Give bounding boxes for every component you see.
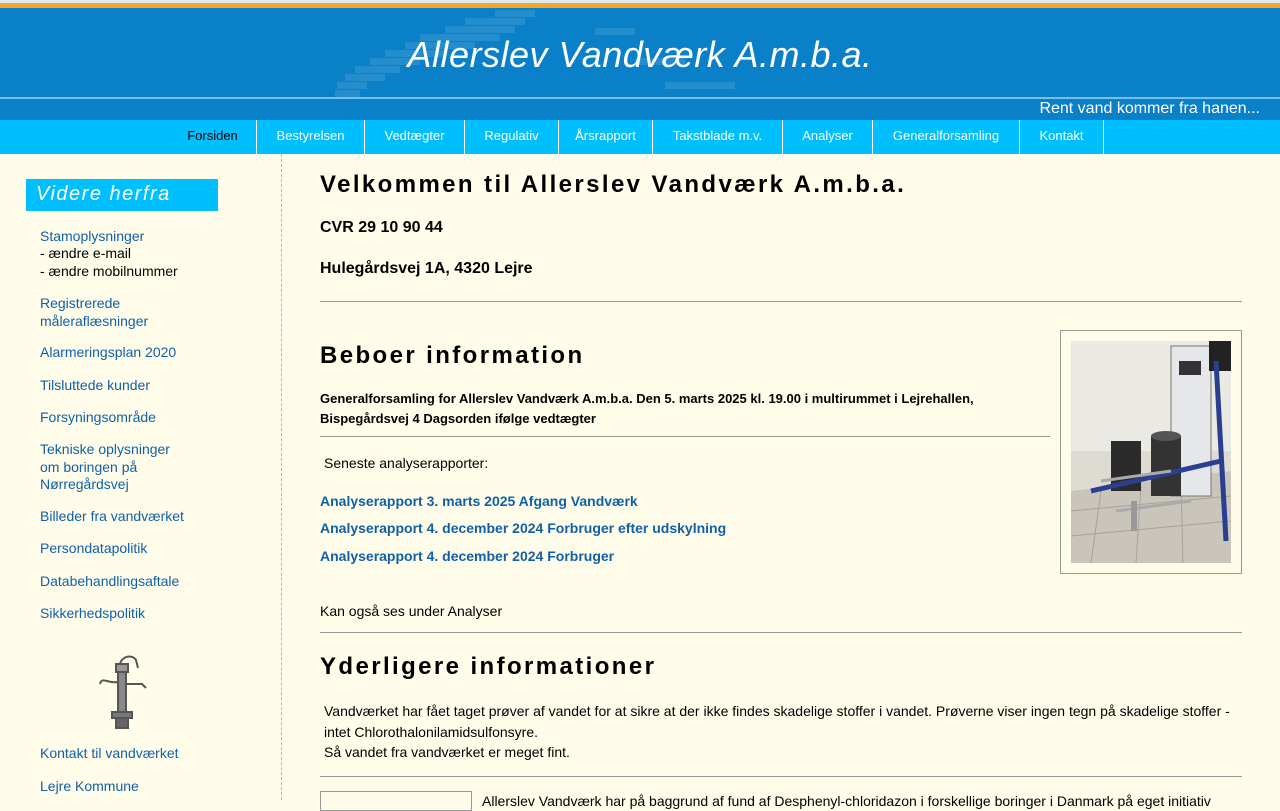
more-info-line-1: Vandværket har fået taget prøver af vandet for at sikre at der ikke findes skadelige stoffer i vandet. Prøverne viser ingen tegn på skadelige stoffer - intet Chlorothalonilamidsulfonsyre. (324, 703, 1230, 740)
sidebar-link-billeder[interactable]: Billeder fra vandværket (40, 508, 184, 524)
main-content (320, 154, 1242, 809)
sidebar-note-mobile: - ændre mobilnummer (40, 263, 178, 279)
nav-item-generalforsamling[interactable]: Generalforsamling (873, 120, 1020, 154)
report-link-dec-2024[interactable]: Analyserapport 4. december 2024 Forbruger (320, 548, 615, 564)
more-info-text (324, 701, 1234, 763)
nav-item-kontakt[interactable]: Kontakt (1020, 120, 1104, 154)
report-link-dec-2024-flush[interactable]: Analyserapport 4. december 2024 Forbruger efter udskylning (320, 520, 727, 536)
sidebar-link-stamoplysninger[interactable]: Stamoplysninger (40, 228, 145, 244)
sidebar-title: Videre herfra (26, 179, 218, 211)
latest-reports-label: Seneste analyserapporter: (324, 455, 489, 471)
sidebar-link-alarmeringsplan[interactable]: Alarmeringsplan 2020 (40, 344, 177, 360)
waterworks-photo (1071, 341, 1231, 563)
divider (320, 301, 1242, 302)
sidebar-link-tilsluttede-kunder[interactable]: Tilsluttede kunder (40, 377, 150, 393)
sidebar-link-lejre-kommune[interactable]: Lejre Kommune (40, 778, 139, 794)
nav-item-bestyrelsen[interactable]: Bestyrelsen (257, 120, 365, 154)
report-link-march-2025[interactable]: Analyserapport 3. marts 2025 Afgang Vandværk (320, 493, 638, 509)
sidebar-link-maaleraflaesninger[interactable]: Registrerede måleraflæsninger (40, 295, 149, 329)
sidebar-link-forsyningsomraade[interactable]: Forsyningsområde (40, 409, 156, 425)
nav-item-analyser[interactable]: Analyser (783, 120, 873, 154)
tagline: Rent vand kommer fra hanen... (1039, 100, 1260, 117)
sidebar (0, 154, 282, 800)
sidebar-link-tekniske-oplysninger[interactable]: Tekniske oplysninger om boringen på Nørregårdsvej (40, 441, 170, 492)
more-info-heading: Yderligere informationer (320, 653, 657, 680)
site-header (0, 8, 1280, 97)
water-pump-icon (96, 654, 152, 730)
nav-item-takstblade[interactable]: Takstblade m.v. (653, 120, 783, 154)
welcome-heading: Velkommen til Allerslev Vandværk A.m.b.a. (320, 171, 907, 198)
nav-item-aarsrapport[interactable]: Årsrapport (559, 120, 653, 154)
nav-item-regulativ[interactable]: Regulativ (465, 120, 559, 154)
top-accent-line (0, 0, 1280, 8)
bottom-image-frame (320, 791, 472, 811)
divider (320, 776, 1242, 777)
divider (320, 632, 1242, 633)
sidebar-link-persondatapolitik[interactable]: Persondatapolitik (40, 540, 148, 556)
general-assembly-notice: Generalforsamling for Allerslev Vandværk A.m.b.a. Den 5. marts 2025 kl. 19.00 i multirummet i Lejrehallen, Bispegårdsvej 4 Dagsorden ifølge vedtægter (320, 391, 974, 426)
nav-item-forsiden[interactable]: Forsiden (169, 120, 257, 154)
sidebar-link-databehandlingsaftale[interactable]: Databehandlingsaftale (40, 573, 180, 589)
sidebar-note-email: - ændre e-mail (40, 245, 132, 261)
sidebar-link-sikkerhedspolitik[interactable]: Sikkerhedspolitik (40, 605, 146, 621)
more-info-line-2: Så vandet fra vandværket er meget fint. (324, 744, 570, 760)
bottom-paragraph: Allerslev Vandværk har på baggrund af fund af Desphenyl-chloridazon i forskellige boringer i Danmark på eget initiativ (482, 793, 1211, 809)
nav-item-vedtaegter[interactable]: Vedtægter (365, 120, 465, 154)
cvr-number: CVR 29 10 90 44 (320, 219, 443, 236)
divider (320, 436, 1050, 437)
see-also-text: Kan også ses under Analyser (320, 603, 503, 619)
site-title: Allerslev Vandværk A.m.b.a. (407, 34, 873, 75)
sidebar-link-kontakt[interactable]: Kontakt til vandværket (40, 745, 179, 761)
photo-frame (1060, 330, 1242, 574)
resident-info-heading: Beboer information (320, 342, 585, 369)
main-nav (0, 120, 1280, 154)
tagline-bar (0, 99, 1280, 120)
address: Hulegårdsvej 1A, 4320 Lejre (320, 260, 533, 277)
